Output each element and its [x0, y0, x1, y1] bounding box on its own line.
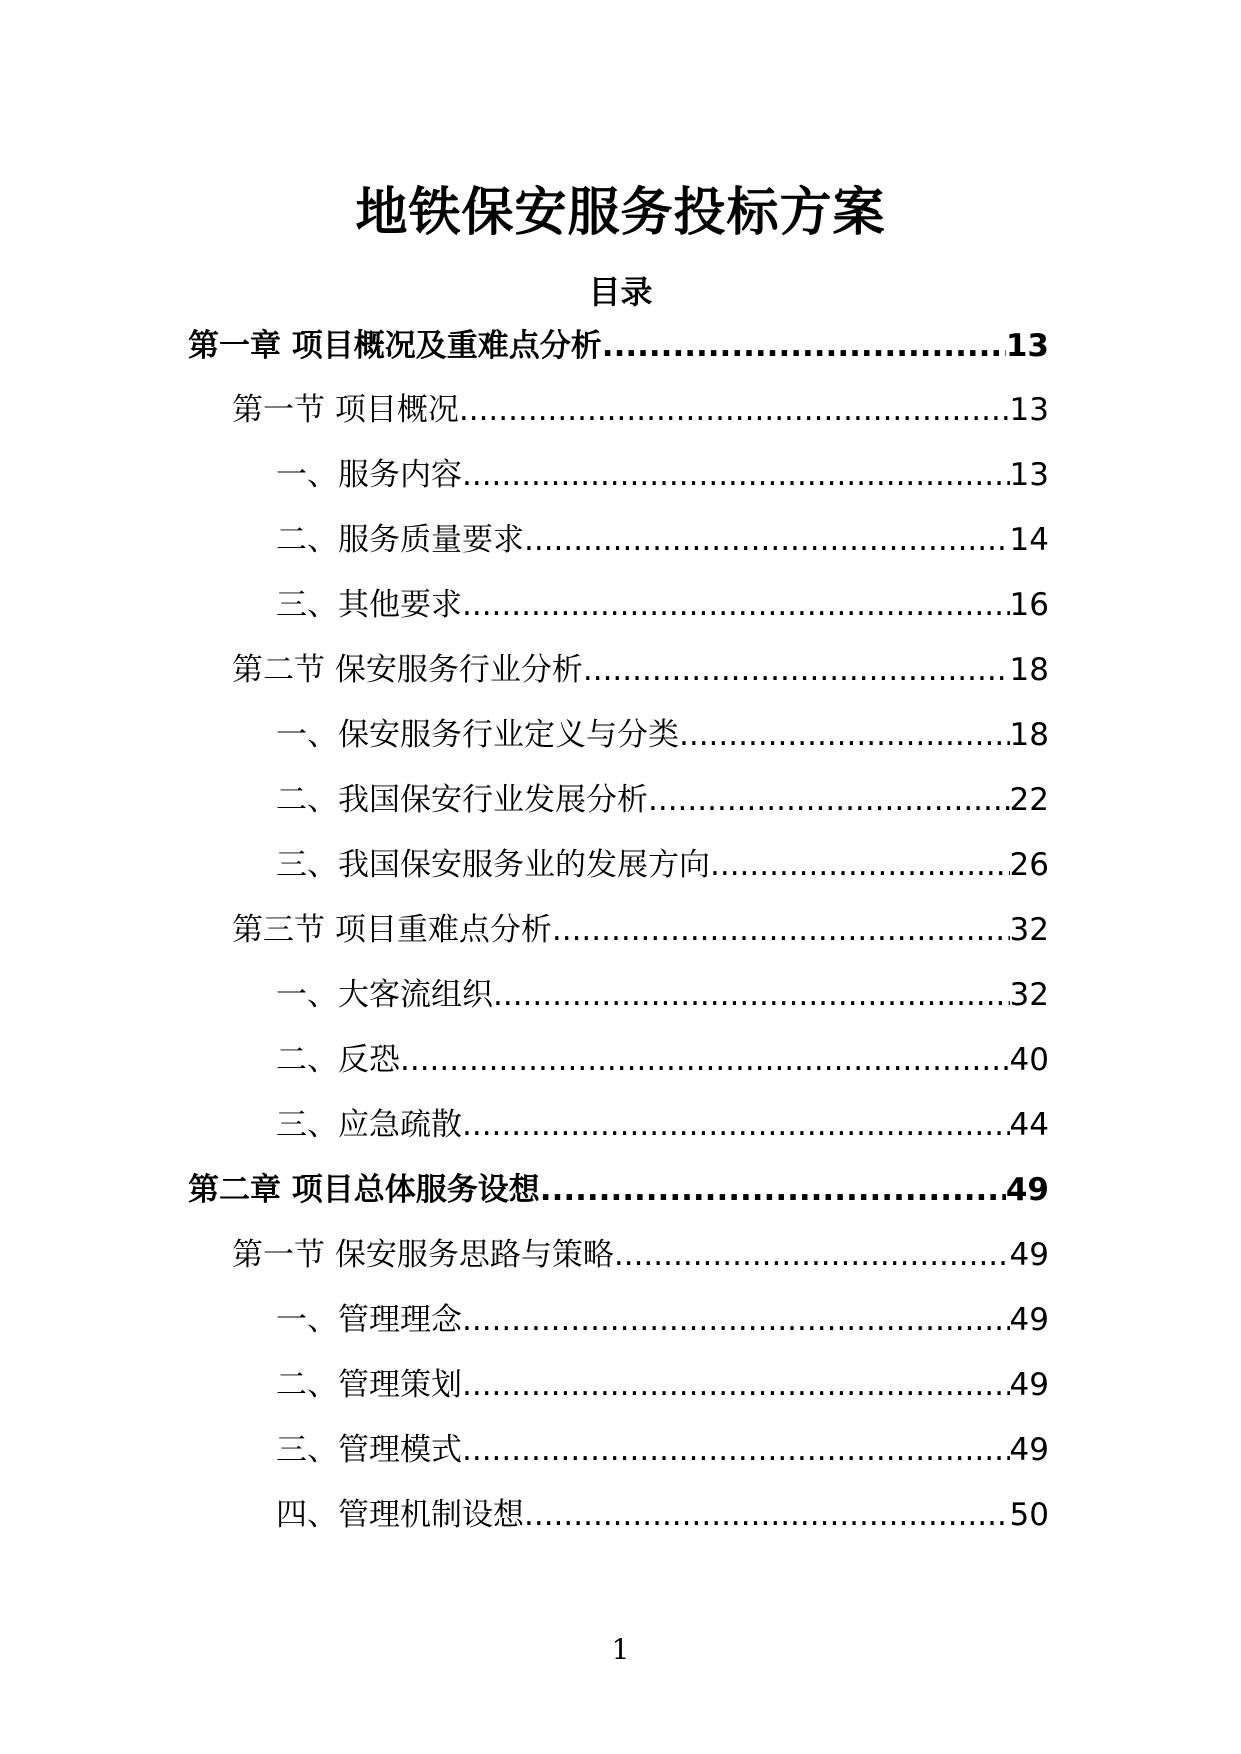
toc-dot-leader: [710, 839, 1010, 891]
toc-entry-page: 49: [1005, 1172, 1049, 1208]
toc-entry-subsection[interactable]: [276, 449, 1049, 501]
page-number: 1: [611, 1633, 630, 1666]
toc-dot-leader: [540, 1164, 1006, 1216]
toc-entry-subsection[interactable]: [276, 839, 1049, 891]
toc-entry-page: 49: [1009, 1302, 1049, 1338]
toc-entry-subsection[interactable]: [276, 1359, 1049, 1411]
toc-heading: 目录: [588, 273, 653, 311]
toc-dot-leader: [552, 904, 1010, 956]
toc-dot-leader: [648, 774, 1010, 826]
toc-entry-page: 16: [1009, 587, 1049, 623]
toc-dot-leader: [462, 579, 1010, 631]
toc-entry-section-1-2[interactable]: [232, 644, 1049, 696]
toc-entry-label: 三、我国保安服务业的发展方向: [276, 847, 710, 883]
toc-entry-subsection[interactable]: [276, 774, 1049, 826]
toc-dot-leader: [462, 449, 1010, 501]
toc-entry-section-1-3[interactable]: [232, 904, 1049, 956]
toc-entry-label: 第一节 保安服务思路与策略: [232, 1237, 614, 1273]
toc-entry-subsection[interactable]: [276, 1424, 1049, 1476]
toc-entry-page: 44: [1009, 1107, 1049, 1143]
toc-entry-section-1-1[interactable]: [232, 384, 1049, 436]
toc-entry-chapter-2[interactable]: [188, 1164, 1049, 1216]
toc-entry-subsection[interactable]: [276, 1034, 1049, 1086]
toc-entry-page: 18: [1009, 717, 1049, 753]
toc-entry-chapter-1[interactable]: [188, 320, 1049, 372]
toc-entry-label: 一、服务内容: [276, 457, 462, 493]
toc-entry-page: 22: [1009, 782, 1049, 818]
toc-entry-label: 第一节 项目概况: [232, 392, 459, 428]
toc-dot-leader: [524, 1489, 1010, 1541]
toc-entry-page: 26: [1009, 847, 1049, 883]
toc-entry-subsection[interactable]: [276, 709, 1049, 761]
toc-dot-leader: [462, 1099, 1010, 1151]
toc-entry-label: 四、管理机制设想: [276, 1497, 524, 1533]
toc-dot-leader: [524, 514, 1010, 566]
toc-entry-label: 一、保安服务行业定义与分类: [276, 717, 679, 753]
toc-entry-page: 18: [1009, 652, 1049, 688]
toc-entry-page: 13: [1009, 392, 1049, 428]
toc-entry-label: 二、服务质量要求: [276, 522, 524, 558]
toc-entry-label: 一、管理理念: [276, 1302, 462, 1338]
toc-dot-leader: [493, 969, 1010, 1021]
toc-dot-leader: [679, 709, 1010, 761]
toc-dot-leader: [462, 1294, 1010, 1346]
toc-entry-page: 13: [1005, 328, 1049, 364]
toc-entry-label: 三、其他要求: [276, 587, 462, 623]
toc-entry-page: 40: [1009, 1042, 1049, 1078]
toc-entry-label: 二、反恐: [276, 1042, 400, 1078]
toc-entry-label: 二、我国保安行业发展分析: [276, 782, 648, 818]
toc-dot-leader: [462, 1424, 1010, 1476]
toc-entry-label: 第一章 项目概况及重难点分析: [188, 328, 602, 364]
toc-entry-page: 32: [1009, 912, 1049, 948]
toc-dot-leader: [462, 1359, 1010, 1411]
toc-entry-label: 第三节 项目重难点分析: [232, 912, 552, 948]
toc-dot-leader: [602, 320, 1006, 372]
toc-entry-page: 49: [1009, 1237, 1049, 1273]
toc-entry-subsection[interactable]: [276, 969, 1049, 1021]
toc-entry-page: 13: [1009, 457, 1049, 493]
toc-entry-subsection[interactable]: [276, 514, 1049, 566]
toc-entry-subsection[interactable]: [276, 1489, 1049, 1541]
toc-entry-page: 49: [1009, 1432, 1049, 1468]
toc-dot-leader: [459, 384, 1010, 436]
toc-entry-section-2-1[interactable]: [232, 1229, 1049, 1281]
toc-entry-subsection[interactable]: [276, 1294, 1049, 1346]
toc-dot-leader: [583, 644, 1010, 696]
toc-entry-page: 50: [1009, 1497, 1049, 1533]
toc-entry-label: 第二节 保安服务行业分析: [232, 652, 583, 688]
toc-entry-subsection[interactable]: [276, 1099, 1049, 1151]
toc-entry-label: 第二章 项目总体服务设想: [188, 1172, 540, 1208]
toc-entry-label: 三、应急疏散: [276, 1107, 462, 1143]
toc-entry-label: 三、管理模式: [276, 1432, 462, 1468]
toc-entry-label: 二、管理策划: [276, 1367, 462, 1403]
document-title: 地铁保安服务投标方案: [355, 183, 886, 243]
toc-entry-label: 一、大客流组织: [276, 977, 493, 1013]
toc-entry-page: 14: [1009, 522, 1049, 558]
toc-dot-leader: [614, 1229, 1010, 1281]
toc-dot-leader: [400, 1034, 1010, 1086]
toc-entry-page: 32: [1009, 977, 1049, 1013]
toc-entry-subsection[interactable]: [276, 579, 1049, 631]
toc-entry-page: 49: [1009, 1367, 1049, 1403]
